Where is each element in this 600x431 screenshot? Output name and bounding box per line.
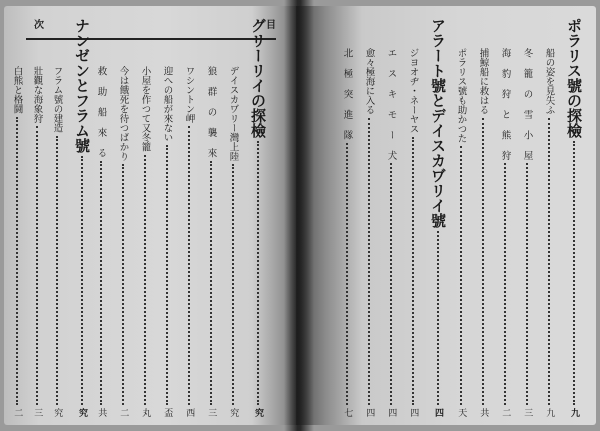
leader-dots [460,146,462,405]
toc-title: ナンゼンとフラム號 [73,18,91,153]
toc-page-number: 共 [96,408,107,417]
toc-entry [386,48,396,417]
toc-page-number: 天 [456,408,467,417]
toc-entry [522,48,532,417]
leader-dots [56,136,58,406]
toc-chapter [74,18,89,417]
toc-chapter [250,18,265,417]
leader-dots [390,163,392,405]
leader-dots [412,137,414,406]
header-contents-char-2: 目 [266,20,276,31]
toc-title: 愈々極海に入る [363,48,375,115]
toc-page-number: 盃 [162,408,173,417]
toc-entry [52,66,62,417]
toc-page-number: 九 [569,408,579,417]
toc-title: エ ス キ モ ー 犬 [385,48,397,160]
toc-title: 冬 籠 の 雪 小 屋 [521,48,533,160]
leader-dots [36,126,38,405]
leader-dots [368,118,370,406]
leader-dots [122,164,124,405]
leader-dots [100,161,102,406]
left-page [4,6,296,425]
right-page [296,6,596,425]
toc-entry [184,66,194,417]
leader-dots [144,155,146,406]
toc-entry [408,48,418,417]
toc-entry [456,48,466,417]
leader-dots [16,117,18,406]
leader-dots [232,164,234,405]
leader-dots [81,156,83,405]
toc-page-number: 丸 [140,408,151,417]
leader-dots [482,118,484,406]
toc-page-number: 四 [408,408,419,417]
toc-title: ワシントン岬 [183,66,195,123]
toc-entry [162,66,172,417]
toc-page-number: 三 [522,408,533,417]
leader-dots [526,163,528,405]
toc-entry [118,66,128,417]
toc-page-number: 究 [253,408,263,417]
toc-entry [342,48,352,417]
toc-title: 小屋を作つて又冬籠 [139,66,151,152]
toc-page-number: 九 [544,408,555,417]
toc-title: ジヨオヂ・ネーヤス [407,48,419,134]
toc-title: アラート號とデイスカヷリイ號 [429,18,447,228]
toc-title: ポラリス號の探檢 [565,18,583,138]
toc-entry [206,66,216,417]
toc-entry [544,48,554,417]
leader-dots [188,126,190,405]
toc-title: 迎への船が來ない [161,66,173,142]
toc-title: ポラリス號も助かつた [455,48,467,143]
toc-page-number: 七 [342,408,353,417]
toc-title: 捕鯨船に救はる [477,48,489,115]
toc-entry [228,66,238,417]
toc-page-number: 二 [12,408,23,417]
toc-title: 壯觀な海象狩 [31,66,43,123]
toc-entry [96,66,106,417]
leader-dots [210,161,212,406]
header-contents-char-1: 次 [34,20,44,31]
toc-title: フラム號の建造 [51,66,63,133]
toc-page-number: 二 [118,408,129,417]
header-rule [26,38,276,40]
toc-page-number: 共 [478,408,489,417]
toc-entry [32,66,42,417]
toc-page-number: 四 [364,408,375,417]
toc-title: グリーリイの探檢 [249,18,267,138]
leader-dots [437,231,439,405]
toc-page-number: 究 [77,408,87,417]
toc-entry [500,48,510,417]
toc-title: 狼 群 の 襲 來 [205,66,217,158]
toc-page-number: 究 [52,408,63,417]
toc-page-number: 究 [228,408,239,417]
toc-page-number: 四 [433,408,443,417]
toc-title: 白熊と格鬪 [11,66,23,114]
toc-page-number: 三 [206,408,217,417]
toc-title: 海 豹 狩 と 熊 狩 [499,48,511,160]
toc-title: 救 助 船 來 る [95,66,107,158]
toc-page-number: 西 [184,408,195,417]
toc-title: 北 極 突 進 隊 [341,48,353,140]
toc-page-number: 三 [32,408,43,417]
toc-entry [140,66,150,417]
toc-title: 船の姿を見失ふ [543,48,555,115]
toc-entry [364,48,374,417]
toc-chapter [566,18,581,417]
toc-page-number: 四 [386,408,397,417]
leader-dots [166,145,168,405]
toc-page-number: 二 [500,408,511,417]
leader-dots [573,141,575,405]
leader-dots [257,141,259,405]
leader-dots [346,143,348,406]
toc-entry [478,48,488,417]
leader-dots [548,118,550,406]
toc-title: 今は餓死を待つばかり [117,66,129,161]
book-gutter [284,0,314,431]
toc-title: デイスカヷリー灣上陸 [227,66,239,161]
leader-dots [504,163,506,405]
toc-entry [12,66,22,417]
toc-chapter [430,18,445,417]
